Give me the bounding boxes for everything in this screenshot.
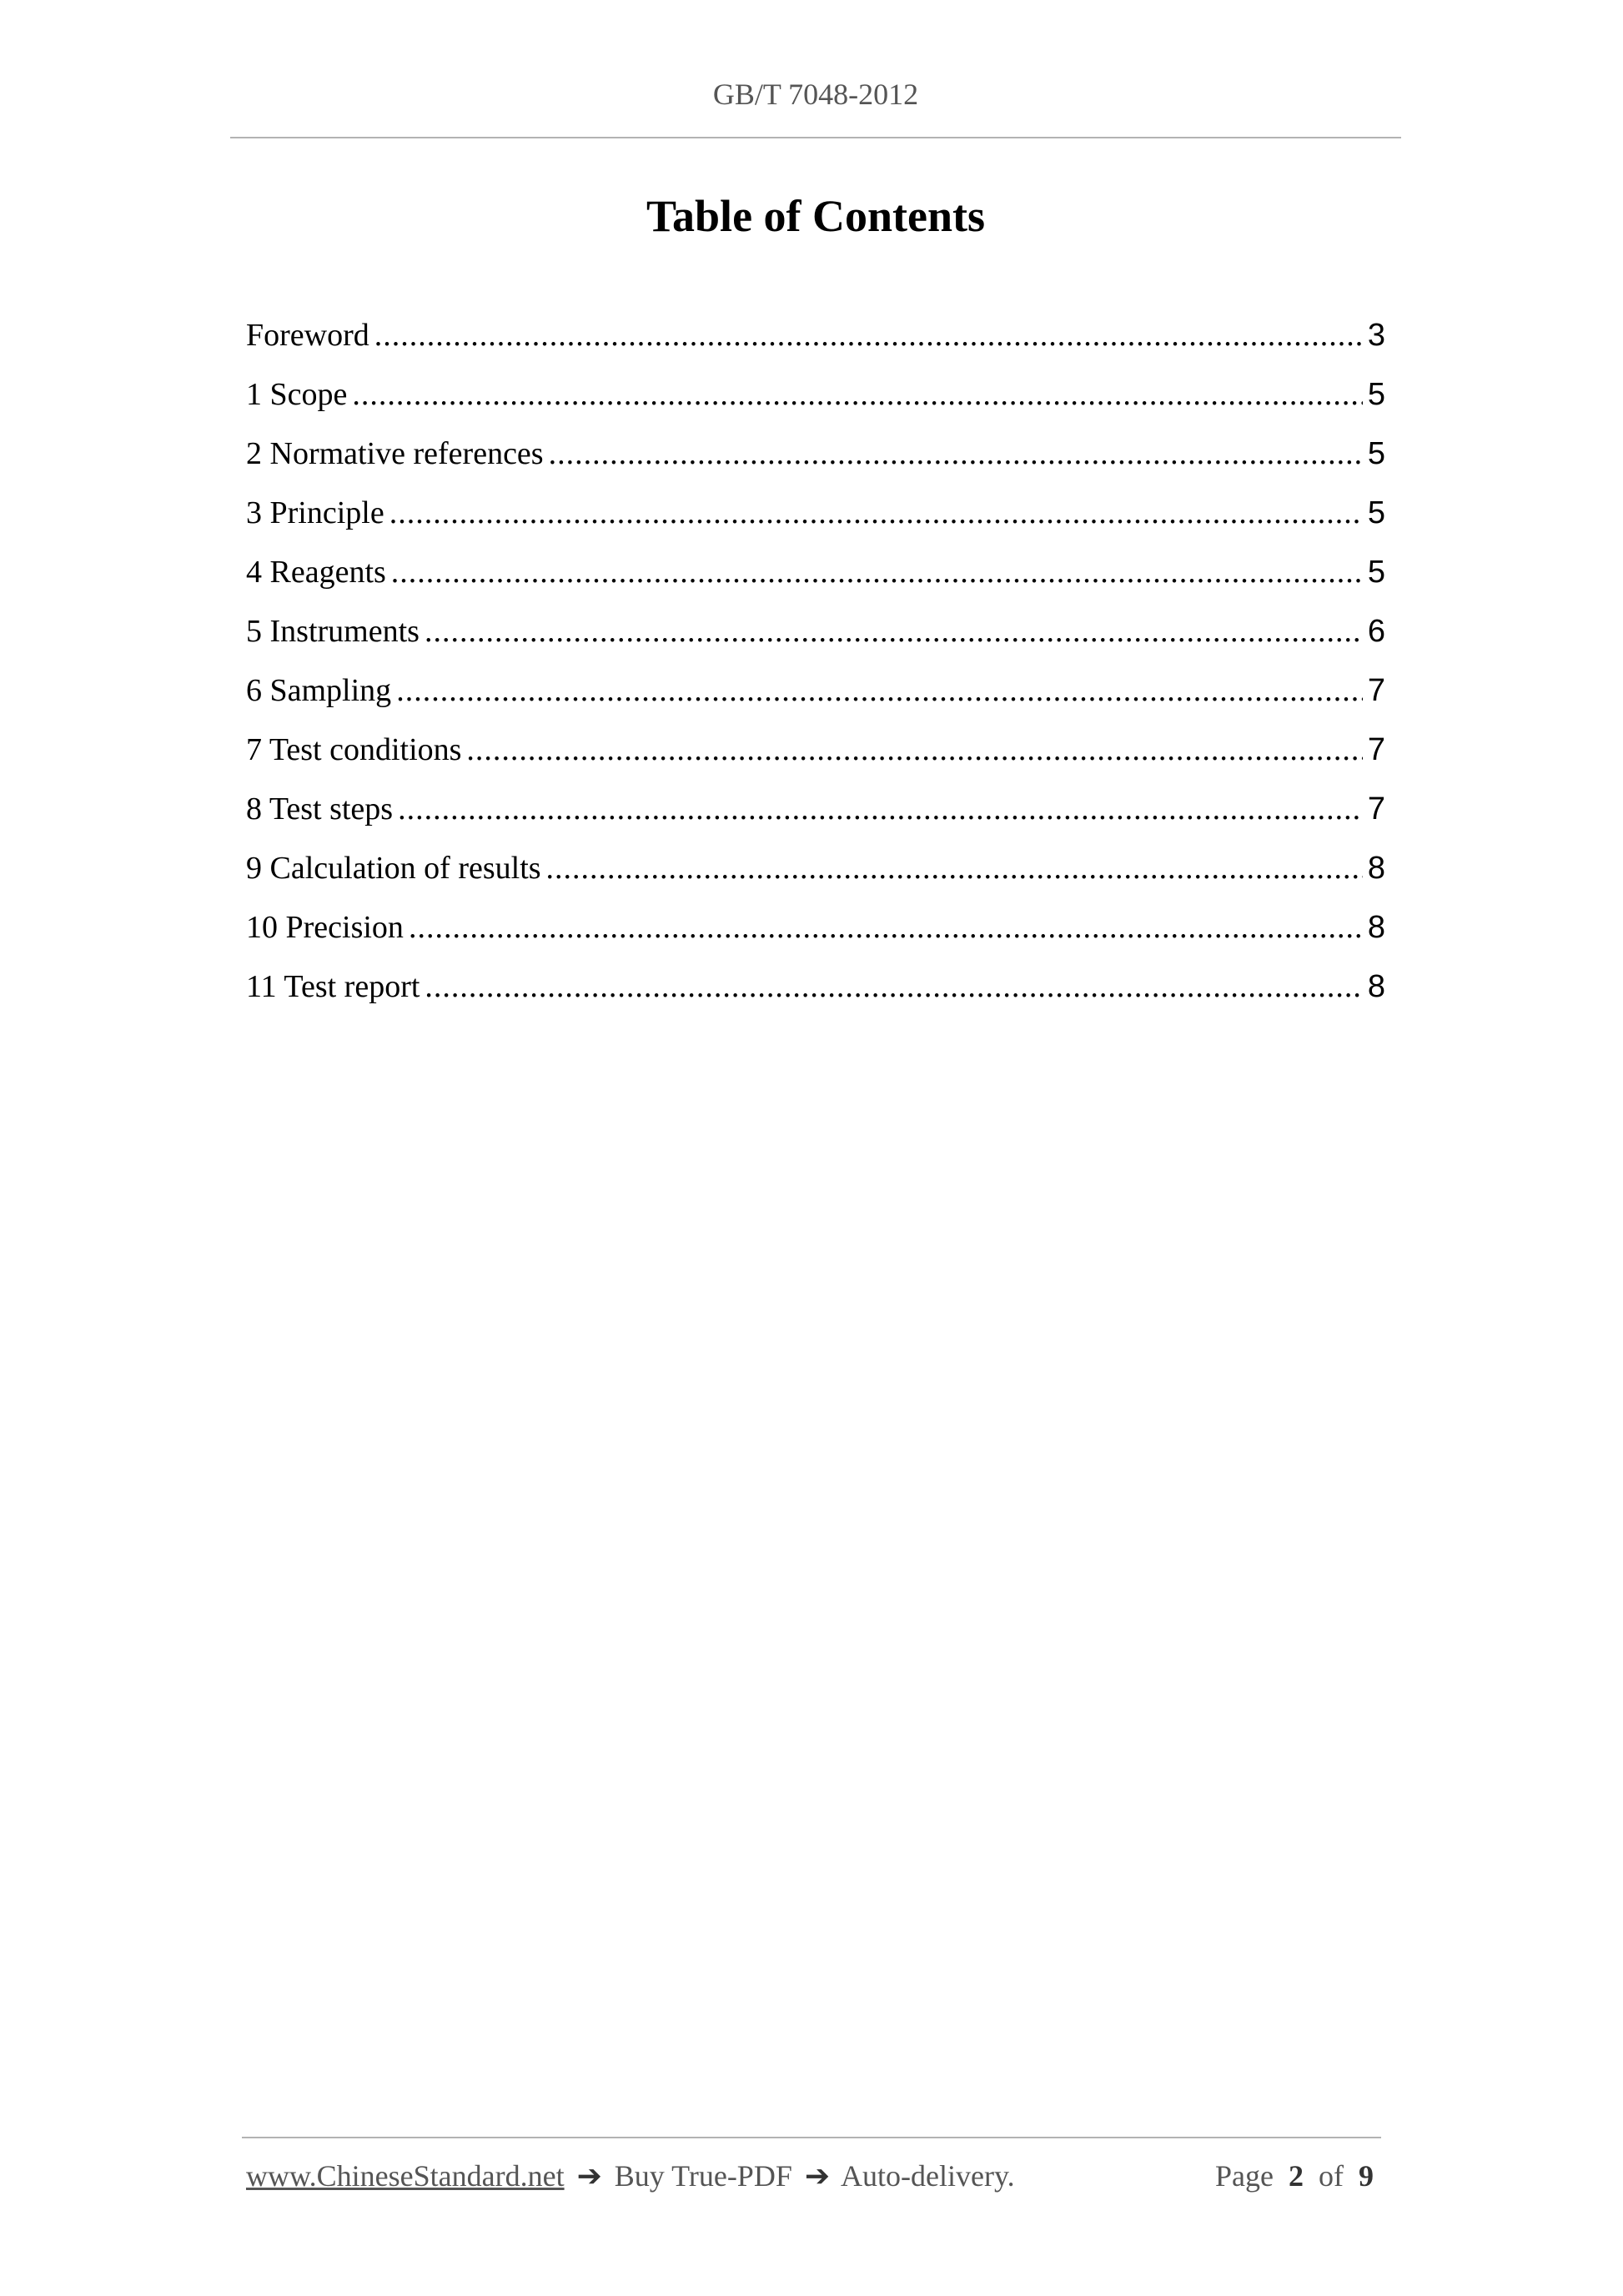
toc-entry-normative-references[interactable] — [246, 435, 1385, 495]
toc-entry-label: 5 Instruments — [246, 614, 420, 649]
toc-entry-label: 3 Principle — [246, 495, 384, 530]
toc-entry-label: 4 Reagents — [246, 555, 386, 590]
toc-leader-dots — [374, 317, 1363, 354]
toc-entry-test-report[interactable] — [246, 968, 1385, 1027]
toc-entry-sampling[interactable] — [246, 672, 1385, 731]
arrow-right-icon: ➔ — [804, 2159, 831, 2193]
toc-leader-dots — [409, 909, 1363, 946]
toc-entry-label: 6 Sampling — [246, 673, 392, 708]
toc-leader-dots — [425, 613, 1363, 650]
toc-entry-label: 11 Test report — [246, 969, 420, 1004]
of-word: of — [1319, 2159, 1344, 2193]
page-footer — [246, 2158, 1374, 2193]
toc-entry-scope[interactable] — [246, 376, 1385, 435]
toc-title: Table of Contents — [646, 191, 986, 241]
toc-entry-page: 6 — [1367, 614, 1385, 649]
toc-entry-label: 1 Scope — [246, 377, 348, 412]
toc-entry-label: Foreword — [246, 318, 369, 353]
running-header: GB/T 7048-2012 — [712, 78, 919, 111]
current-page: 2 — [1289, 2159, 1304, 2193]
toc-entry-label: 2 Normative references — [246, 436, 544, 471]
page-word: Page — [1215, 2159, 1274, 2193]
toc-entry-instruments[interactable] — [246, 613, 1385, 672]
toc-leader-dots — [389, 495, 1363, 531]
site-link[interactable]: www.ChineseStandard.net — [246, 2159, 565, 2193]
toc-entry-page: 5 — [1367, 495, 1385, 530]
toc-entry-page: 5 — [1367, 377, 1385, 412]
toc-entry-page: 7 — [1367, 732, 1385, 767]
buy-text: Buy True-PDF — [614, 2159, 792, 2193]
toc-leader-dots — [466, 731, 1362, 768]
toc-entry-test-conditions[interactable] — [246, 731, 1385, 791]
footer-divider — [242, 2137, 1381, 2138]
toc-entry-label: 8 Test steps — [246, 791, 394, 826]
toc-leader-dots — [398, 791, 1363, 827]
toc-entry-label: 7 Test conditions — [246, 732, 462, 767]
toc-leader-dots — [549, 435, 1363, 472]
toc-entry-reagents[interactable] — [246, 554, 1385, 613]
toc-entry-principle[interactable] — [246, 495, 1385, 554]
toc-entry-calculation-of-results[interactable] — [246, 850, 1385, 909]
arrow-right-icon: ➔ — [576, 2159, 602, 2193]
toc-leader-dots — [396, 672, 1363, 709]
toc-leader-dots — [391, 554, 1363, 590]
toc-entry-page: 8 — [1367, 910, 1385, 945]
toc-entry-page: 5 — [1367, 555, 1385, 590]
toc-list — [246, 317, 1385, 1027]
toc-entry-label: 9 Calculation of results — [246, 851, 541, 886]
toc-entry-precision[interactable] — [246, 909, 1385, 968]
toc-leader-dots — [425, 968, 1362, 1005]
toc-entry-foreword[interactable] — [246, 317, 1385, 376]
total-pages: 9 — [1359, 2159, 1374, 2193]
delivery-text: Auto-delivery. — [841, 2159, 1015, 2193]
toc-entry-test-steps[interactable] — [246, 791, 1385, 850]
page-number — [1215, 2158, 1374, 2193]
toc-entry-page: 8 — [1367, 851, 1385, 886]
toc-entry-page: 5 — [1367, 436, 1385, 471]
toc-entry-page: 8 — [1367, 969, 1385, 1004]
toc-leader-dots — [546, 850, 1363, 887]
toc-entry-page: 7 — [1367, 791, 1385, 826]
header-divider — [230, 137, 1401, 138]
toc-leader-dots — [352, 376, 1362, 413]
toc-entry-page: 3 — [1367, 318, 1385, 353]
footer-promo — [246, 2158, 1015, 2193]
toc-entry-page: 7 — [1367, 673, 1385, 708]
toc-entry-label: 10 Precision — [246, 910, 404, 945]
